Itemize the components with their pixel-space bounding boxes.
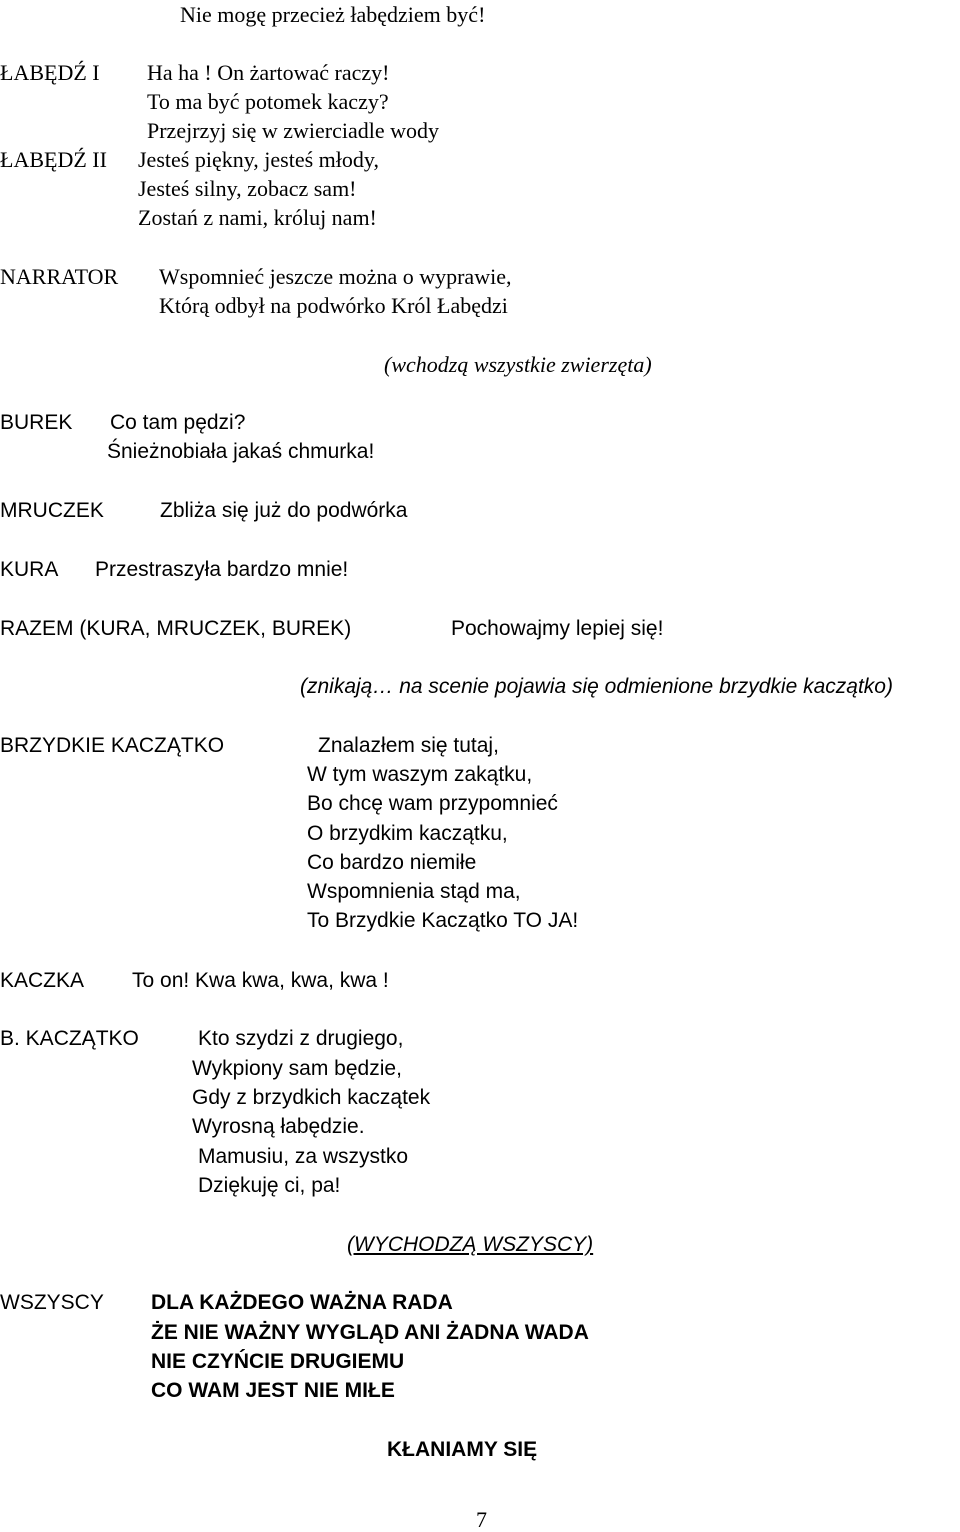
verse-line: Zbliża się już do podwórka xyxy=(160,499,408,522)
verse-line: Którą odbył na podwórko Król Łabędzi xyxy=(159,293,508,318)
verse-line: Bo chcę wam przypomnieć xyxy=(307,792,558,815)
speaker-label: ŁABĘDŹ II xyxy=(0,147,107,172)
verse-line: Jesteś piękny, jesteś młody, xyxy=(138,147,379,172)
verse-line: Śnieżnobiała jakaś chmurka! xyxy=(107,440,375,463)
verse-line: Ha ha ! On żartować raczy! xyxy=(147,60,390,85)
verse-line: Kto szydzi z drugiego, xyxy=(198,1027,404,1050)
verse-line: Pochowajmy lepiej się! xyxy=(451,617,664,640)
speaker-label: NARRATOR xyxy=(0,264,119,289)
verse-line: Wspomnieć jeszcze można o wyprawie, xyxy=(159,264,512,289)
closing-line: KŁANIAMY SIĘ xyxy=(387,1438,538,1461)
verse-line: NIE CZYŃCIE DRUGIEMU xyxy=(151,1350,405,1373)
verse-line: Przestraszyła bardzo mnie! xyxy=(95,558,349,581)
verse-line: Co bardzo niemiłe xyxy=(307,851,477,874)
verse-line: DLA KAŻDEGO WAŻNA RADA xyxy=(151,1291,453,1314)
verse-line: Wspomnienia stąd ma, xyxy=(307,880,521,903)
verse-line: Co tam pędzi? xyxy=(110,411,246,434)
stage-direction: (WYCHODZĄ WSZYSCY) xyxy=(347,1233,594,1256)
verse-line: Wyrosną łabędzie. xyxy=(192,1115,365,1138)
verse-line: Dziękuję ci, pa! xyxy=(198,1174,341,1197)
speaker-label: MRUCZEK xyxy=(0,499,104,522)
verse-line: To Brzydkie Kaczątko TO JA! xyxy=(307,909,579,932)
verse-line: To on! Kwa kwa, kwa, kwa ! xyxy=(132,969,389,992)
speaker-label: RAZEM (KURA, MRUCZEK, BUREK) xyxy=(0,617,352,640)
verse-line: Mamusiu, za wszystko xyxy=(198,1145,409,1168)
speaker-label: KURA xyxy=(0,558,59,581)
stage-direction: (znikają… na scenie pojawia się odmienione brzydkie kaczątko) xyxy=(300,675,893,698)
verse-line: W tym waszym zakątku, xyxy=(307,763,533,786)
verse-line: Znalazłem się tutaj, xyxy=(318,734,499,757)
page-number: 7 xyxy=(476,1507,487,1532)
verse-line: To ma być potomek kaczy? xyxy=(147,89,389,114)
verse-line: Nie mogę przecież łabędziem być! xyxy=(180,2,486,27)
speaker-label: B. KACZĄTKO xyxy=(0,1027,139,1050)
speaker-label: ŁABĘDŹ I xyxy=(0,60,100,85)
verse-line: Przejrzyj się w zwierciadle wody xyxy=(147,118,439,143)
speaker-label: BUREK xyxy=(0,411,73,434)
verse-line: ŻE NIE WAŻNY WYGLĄD ANI ŻADNA WADA xyxy=(151,1321,589,1344)
verse-line: CO WAM JEST NIE MIŁE xyxy=(151,1379,395,1402)
speaker-label: KACZKA xyxy=(0,969,85,992)
verse-line: Wykpiony sam będzie, xyxy=(192,1057,402,1080)
speaker-label: WSZYSCY xyxy=(0,1291,104,1314)
verse-line: Gdy z brzydkich kaczątek xyxy=(192,1086,431,1109)
speaker-label: BRZYDKIE KACZĄTKO xyxy=(0,734,225,757)
verse-line: Jesteś silny, zobacz sam! xyxy=(138,176,357,201)
stage-direction: (wchodzą wszystkie zwierzęta) xyxy=(384,352,652,377)
verse-line: Zostań z nami, króluj nam! xyxy=(138,205,377,230)
verse-line: O brzydkim kaczątku, xyxy=(307,822,508,845)
